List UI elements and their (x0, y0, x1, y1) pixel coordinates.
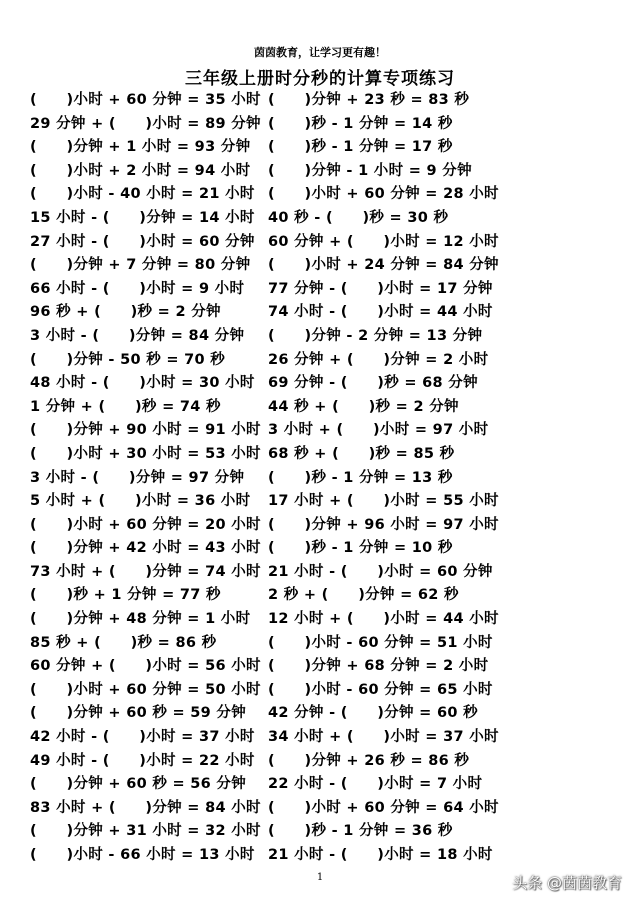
problem-left: 73 小时 + ( )分钟 = 74 小时 (30, 563, 261, 580)
problem-row (30, 325, 530, 349)
problem-right: ( )秒 - 1 分钟 = 13 秒 (268, 469, 453, 486)
problem-left: ( )小时 + 2 小时 = 94 小时 (30, 162, 251, 179)
problem-right: 12 小时 + ( )小时 = 44 小时 (268, 611, 499, 628)
problem-row (30, 89, 530, 113)
problem-right: ( )秒 - 1 分钟 = 36 秒 (268, 823, 453, 840)
problem-left: ( )分钟 + 31 小时 = 32 小时 (30, 823, 261, 840)
problem-left: ( )分钟 + 90 小时 = 91 小时 (30, 422, 261, 439)
problem-row (30, 160, 530, 184)
problem-row (30, 726, 530, 750)
problem-row (30, 537, 530, 561)
problem-left: 1 分钟 + ( )秒 = 74 秒 (30, 398, 221, 415)
problem-right: ( )分钟 + 96 小时 = 97 小时 (268, 516, 499, 533)
problem-right: 77 分钟 - ( )小时 = 17 分钟 (268, 280, 493, 297)
problem-right: 21 小时 - ( )小时 = 60 分钟 (268, 563, 493, 580)
problem-row (30, 349, 530, 373)
problem-row (30, 443, 530, 467)
problem-right: ( )分钟 - 1 小时 = 9 分钟 (268, 162, 472, 179)
problem-right: 3 小时 + ( )小时 = 97 小时 (268, 422, 489, 439)
problem-row (30, 301, 530, 325)
problem-left: ( )分钟 + 7 分钟 = 80 分钟 (30, 257, 251, 274)
problem-row (30, 750, 530, 774)
problem-row (30, 632, 530, 656)
problem-left: ( )分钟 + 60 秒 = 56 分钟 (30, 776, 246, 793)
problem-row (30, 844, 530, 868)
problem-row (30, 183, 530, 207)
problem-left: ( )小时 + 60 分钟 = 50 小时 (30, 681, 261, 698)
problem-right: ( )秒 - 1 分钟 = 10 秒 (268, 540, 453, 557)
problem-left: 3 小时 - ( )分钟 = 97 分钟 (30, 469, 245, 486)
problem-right: 44 秒 + ( )秒 = 2 分钟 (268, 398, 459, 415)
problem-right: ( )小时 + 24 分钟 = 84 分钟 (268, 257, 499, 274)
problem-row (30, 372, 530, 396)
problem-right: ( )分钟 + 68 分钟 = 2 小时 (268, 658, 489, 675)
problem-left: ( )分钟 + 42 小时 = 43 小时 (30, 540, 261, 557)
problem-right: 34 小时 + ( )小时 = 37 小时 (268, 729, 499, 746)
watermark: 头条 @茵茵教育 (512, 874, 622, 892)
problem-row (30, 655, 530, 679)
problem-list (30, 89, 530, 868)
problem-left: ( )分钟 + 1 小时 = 93 分钟 (30, 139, 251, 156)
problem-left: 96 秒 + ( )秒 = 2 分钟 (30, 304, 221, 321)
problem-right: 17 小时 + ( )小时 = 55 小时 (268, 493, 499, 510)
problem-left: ( )秒 + 1 分钟 = 77 秒 (30, 587, 221, 604)
problem-left: 66 小时 - ( )小时 = 9 小时 (30, 280, 245, 297)
problem-right: ( )分钟 + 26 秒 = 86 秒 (268, 752, 470, 769)
problem-row (30, 254, 530, 278)
problem-left: 85 秒 + ( )秒 = 86 秒 (30, 634, 217, 651)
problem-left: 3 小时 - ( )分钟 = 84 分钟 (30, 327, 245, 344)
problem-row (30, 584, 530, 608)
problem-right: ( )小时 + 60 分钟 = 64 小时 (268, 799, 499, 816)
header-slogan: 茵茵教育，让学习更有趣！ (254, 46, 386, 59)
problem-left: 5 小时 + ( )小时 = 36 小时 (30, 493, 251, 510)
problem-row (30, 820, 530, 844)
problem-row (30, 679, 530, 703)
problem-right: 22 小时 - ( )小时 = 7 小时 (268, 776, 483, 793)
problem-left: ( )小时 + 60 分钟 = 35 小时 (30, 92, 261, 108)
problem-row (30, 797, 530, 821)
problem-row (30, 113, 530, 137)
page-number: 1 (316, 872, 324, 883)
problem-row (30, 608, 530, 632)
problem-right: 40 秒 - ( )秒 = 30 秒 (268, 209, 449, 226)
problem-left: 29 分钟 + ( )小时 = 89 分钟 (30, 115, 261, 132)
problem-right: 60 分钟 + ( )小时 = 12 小时 (268, 233, 499, 250)
problem-right: ( )小时 + 60 分钟 = 28 小时 (268, 186, 499, 203)
problem-right: 42 分钟 - ( )分钟 = 60 秒 (268, 705, 478, 722)
problem-row (30, 467, 530, 491)
problem-left: 49 小时 - ( )小时 = 22 小时 (30, 752, 255, 769)
problem-row (30, 207, 530, 231)
problem-left: ( )小时 - 66 小时 = 13 小时 (30, 847, 255, 863)
problem-right: ( )小时 - 60 分钟 = 51 小时 (268, 634, 493, 651)
problem-left: 60 分钟 + ( )小时 = 56 小时 (30, 658, 261, 675)
problem-row (30, 702, 530, 726)
problem-row (30, 773, 530, 797)
problem-row (30, 561, 530, 585)
problem-right: 21 小时 - ( )小时 = 18 小时 (268, 847, 493, 863)
problem-left: 15 小时 - ( )分钟 = 14 小时 (30, 209, 255, 226)
problem-row (30, 490, 530, 514)
problem-row (30, 396, 530, 420)
problem-row (30, 231, 530, 255)
problem-right: 2 秒 + ( )分钟 = 62 秒 (268, 587, 459, 604)
problem-left: ( )小时 + 30 小时 = 53 小时 (30, 445, 261, 462)
problem-right: 74 小时 - ( )小时 = 44 小时 (268, 304, 493, 321)
problem-right: ( )分钟 - 2 分钟 = 13 分钟 (268, 327, 483, 344)
problem-right: ( )秒 - 1 分钟 = 14 秒 (268, 115, 453, 132)
problem-left: 27 小时 - ( )小时 = 60 分钟 (30, 233, 255, 250)
problem-left: ( )小时 + 60 分钟 = 20 小时 (30, 516, 261, 533)
problem-left: ( )小时 - 40 小时 = 21 小时 (30, 186, 255, 203)
problem-right: 69 分钟 - ( )秒 = 68 分钟 (268, 375, 478, 392)
problem-row (30, 136, 530, 160)
problem-left: 83 小时 + ( )分钟 = 84 小时 (30, 799, 261, 816)
problem-row (30, 514, 530, 538)
problem-right: ( )分钟 + 23 秒 = 83 秒 (268, 92, 470, 108)
problem-left: ( )分钟 - 50 秒 = 70 秒 (30, 351, 226, 368)
problem-left: ( )分钟 + 60 秒 = 59 分钟 (30, 705, 246, 722)
problem-left: 42 小时 - ( )小时 = 37 小时 (30, 729, 255, 746)
problem-left: ( )分钟 + 48 分钟 = 1 小时 (30, 611, 251, 628)
problem-right: 26 分钟 + ( )分钟 = 2 小时 (268, 351, 489, 368)
problem-right: ( )小时 - 60 分钟 = 65 小时 (268, 681, 493, 698)
page-title: 三年级上册时分秒的计算专项练习 (185, 69, 455, 89)
problem-left: 48 小时 - ( )小时 = 30 小时 (30, 375, 255, 392)
problem-right: 68 秒 + ( )秒 = 85 秒 (268, 445, 455, 462)
problem-row (30, 419, 530, 443)
problem-row (30, 278, 530, 302)
problem-right: ( )秒 - 1 分钟 = 17 秒 (268, 139, 453, 156)
